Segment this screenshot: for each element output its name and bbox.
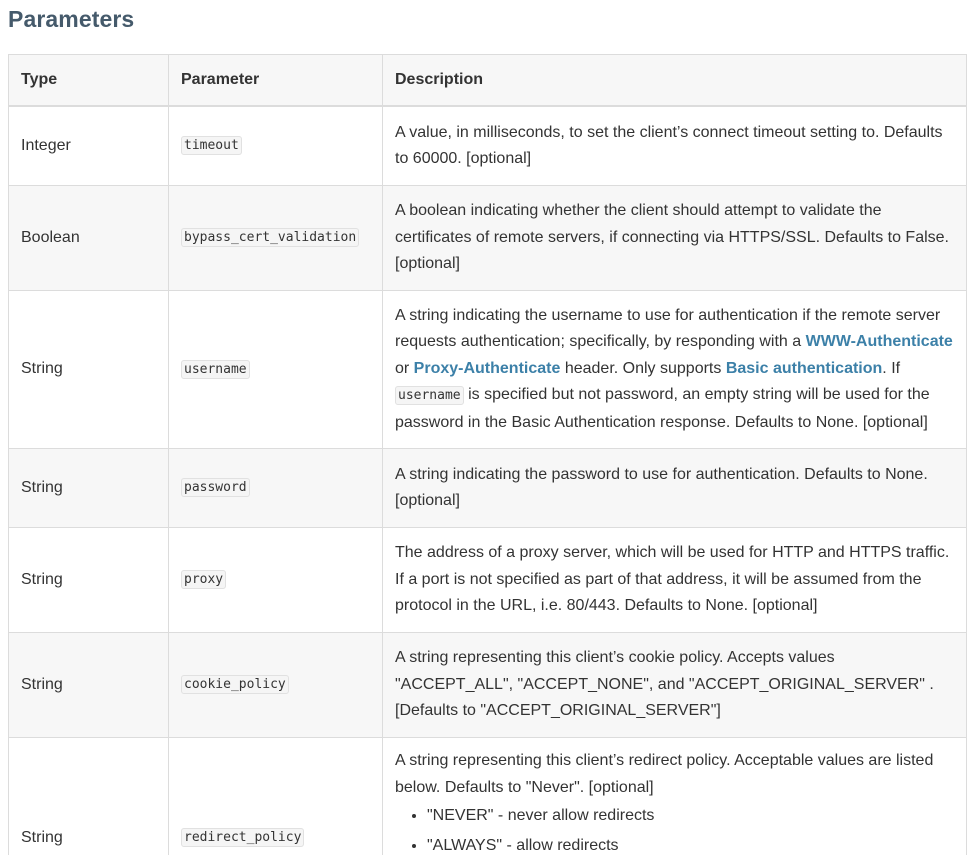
table-row bbox=[9, 633, 967, 738]
parameter-cell bbox=[169, 186, 383, 291]
parameter-code: proxy bbox=[181, 570, 226, 589]
parameter-code: username bbox=[181, 360, 250, 379]
parameter-cell bbox=[169, 449, 383, 528]
table-row bbox=[9, 449, 967, 528]
description-cell: A string representing this client’s cookie policy. Accepts values "ACCEPT_ALL", "ACCEPT_NONE", and "ACCEPT_ORIGINAL_SERVER" . [Defaults to "ACCEPT_ORIGINAL_SERVER"] bbox=[383, 633, 967, 738]
table-row bbox=[9, 291, 967, 449]
type-cell: String bbox=[9, 738, 169, 855]
description-cell: The address of a proxy server, which will be used for HTTP and HTTPS traffic. If a port is not specified as part of that address, it will be assumed from the protocol in the URL, i.e. 80/443. Defaults to None. [optional] bbox=[383, 528, 967, 633]
section-heading: Parameters bbox=[8, 6, 135, 32]
list-item: • "ALWAYS" - allow redirects bbox=[427, 831, 954, 855]
description-cell: A value, in milliseconds, to set the client’s connect timeout setting to. Defaults to 60000. [optional] bbox=[383, 106, 967, 186]
parameter-cell bbox=[169, 633, 383, 738]
type-cell: String bbox=[9, 449, 169, 528]
parameter-code: redirect_policy bbox=[181, 828, 304, 847]
table-header-row bbox=[9, 55, 967, 107]
description-text: or bbox=[395, 359, 414, 377]
type-cell: Boolean bbox=[9, 186, 169, 291]
redirect-options-list bbox=[395, 801, 954, 855]
description-text: header. Only supports bbox=[560, 359, 726, 377]
parameter-cell bbox=[169, 106, 383, 186]
description-text: A string representing this client’s redirect policy. Acceptable values are listed below. Defaults to "Never". [optional] bbox=[395, 752, 934, 796]
inline-code: username bbox=[395, 386, 464, 405]
list-item: • "NEVER" - never allow redirects bbox=[427, 801, 954, 831]
description-cell: A boolean indicating whether the client should attempt to validate the certificates of remote servers, if connecting via HTTPS/SSL. Defaults to False. [optional] bbox=[383, 186, 967, 291]
type-cell: String bbox=[9, 633, 169, 738]
parameter-code: cookie_policy bbox=[181, 675, 289, 694]
description-text: . If bbox=[882, 359, 901, 377]
type-cell: Integer bbox=[9, 106, 169, 186]
proxy-authenticate-link[interactable]: Proxy-Authenticate bbox=[413, 359, 561, 377]
description-cell: A string indicating the password to use for authentication. Defaults to None. [optional] bbox=[383, 449, 967, 528]
description-cell bbox=[383, 738, 967, 855]
description-cell bbox=[383, 291, 967, 449]
header-description: Description bbox=[383, 55, 967, 107]
parameter-cell bbox=[169, 528, 383, 633]
description-text: A string indicating the username to use for authentication if the remote server requests authentication; specifically, by responding with a bbox=[395, 306, 941, 351]
parameter-code: timeout bbox=[181, 136, 242, 155]
parameter-code: bypass_cert_validation bbox=[181, 228, 359, 247]
parameter-cell bbox=[169, 291, 383, 449]
description-text: is specified but not password, an empty string will be used for the password in the Basic Authentication response. Defaults to None. [optional] bbox=[395, 386, 930, 431]
basic-authentication-link[interactable]: Basic authentication bbox=[725, 359, 883, 377]
parameter-code: password bbox=[181, 478, 250, 497]
table-row bbox=[9, 738, 967, 855]
header-type: Type bbox=[9, 55, 169, 107]
parameter-cell bbox=[169, 738, 383, 855]
table-row bbox=[9, 186, 967, 291]
table-row bbox=[9, 106, 967, 186]
parameters-table bbox=[8, 54, 967, 855]
table-row bbox=[9, 528, 967, 633]
type-cell: String bbox=[9, 528, 169, 633]
type-cell: String bbox=[9, 291, 169, 449]
header-parameter: Parameter bbox=[169, 55, 383, 107]
www-authenticate-link[interactable]: WWW-Authenticate bbox=[805, 333, 953, 351]
